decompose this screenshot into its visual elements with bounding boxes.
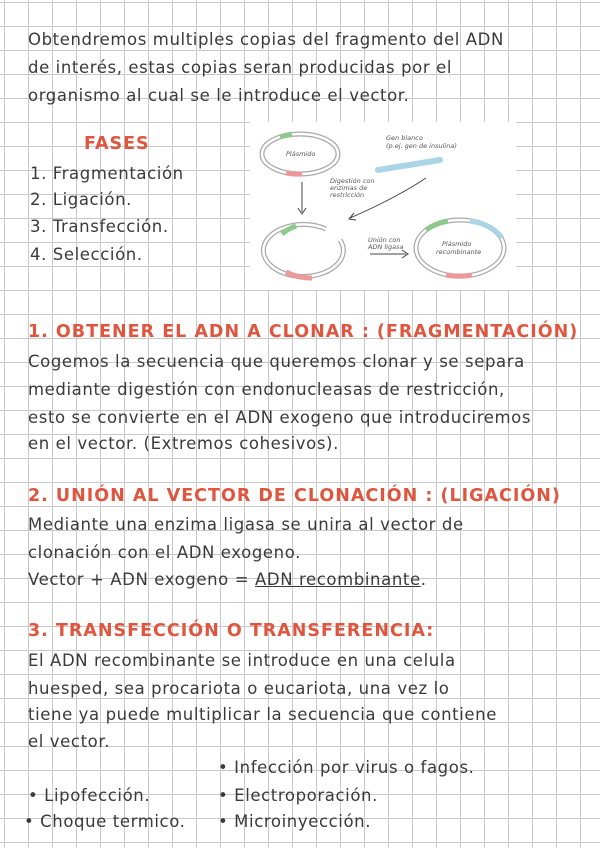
section1-line-1: Cogemos la secuencia que queremos clonar y se separa: [28, 352, 525, 371]
section2-line-1: Mediante una enzima ligasa se unira al vector de: [28, 515, 464, 534]
section2-heading: 2. UNIÓN AL VECTOR DE CLONACIÓN : (LIGACIÓN): [28, 486, 561, 506]
section1-line-2: mediante digestión con endonucleasas de restricción,: [28, 380, 505, 399]
digest-label-2: enzimas de: [330, 184, 368, 192]
method-microinjection: • Microinyección.: [218, 812, 372, 831]
plasmid-top: [262, 134, 338, 174]
phase-item-2: 2. Ligación.: [30, 190, 133, 209]
section1-line-4: en el vector. (Extremos cohesivos).: [28, 434, 339, 453]
recombinant-label-2: recombinante: [436, 248, 482, 256]
method-lipofection: • Lipofección.: [28, 786, 151, 805]
method-heat-shock: • Choque termico.: [24, 812, 186, 831]
section3-line-3: tiene ya puede multiplicar la secuencia que contiene: [28, 705, 497, 724]
phase-item-3: 3. Transfección.: [30, 217, 169, 236]
intro-line-3: organismo al cual se le introduce el vector.: [28, 86, 410, 105]
method-infection: • Infección por virus o fagos.: [218, 758, 475, 777]
recombinant-label-1: Plásmido: [442, 240, 472, 248]
section2-formula: [28, 570, 427, 589]
formula-text: Vector + ADN exogeno =: [28, 570, 250, 589]
intro-line-1: Obtendremos multiples copias del fragmento del ADN: [28, 30, 504, 49]
phase-item-4: 4. Selección.: [30, 245, 143, 264]
union-label-2: ADN ligasa: [368, 243, 404, 251]
formula-period: .: [420, 570, 427, 589]
formula-result: ADN recombinante: [255, 570, 421, 589]
intro-line-2: de interés, estas copias seran producidas por el: [28, 58, 453, 77]
cloning-diagram: [250, 122, 516, 290]
gene-fragment: [378, 134, 457, 170]
phase-item-1: 1. Fragmentación: [30, 164, 184, 183]
section1-heading: 1. OBTENER EL ADN A CLONAR : (FRAGMENTACIÓN): [28, 322, 579, 342]
section2-line-2: clonación con el ADN exogeno.: [28, 543, 301, 562]
union-label-1: Unión con: [368, 236, 401, 244]
digest-label-1: Digestión con: [330, 177, 375, 185]
method-electroporation: • Electroporación.: [218, 786, 378, 805]
gene-label-1: Gen blanco: [386, 134, 423, 142]
section3-line-1: El ADN recombinante se introduce en una celula: [28, 651, 456, 670]
phases-title: FASES: [84, 134, 150, 154]
plasmid-recombinant: [416, 220, 504, 276]
section3-line-4: el vector.: [28, 732, 111, 751]
digest-label-3: restricción: [330, 191, 365, 199]
section3-heading: 3. TRANSFECCIÓN O TRANSFERENCIA:: [28, 621, 435, 641]
section3-line-2: huesped, sea procariota o eucariota, una vez lo: [28, 679, 450, 698]
plasmid-open: [263, 224, 343, 278]
section1-line-3: esto se convierte en el ADN exogeno que introduciremos: [28, 408, 532, 427]
gene-label-2: (p.ej. gen de insulina): [386, 142, 457, 150]
plasmid-label: Plásmido: [286, 150, 316, 158]
